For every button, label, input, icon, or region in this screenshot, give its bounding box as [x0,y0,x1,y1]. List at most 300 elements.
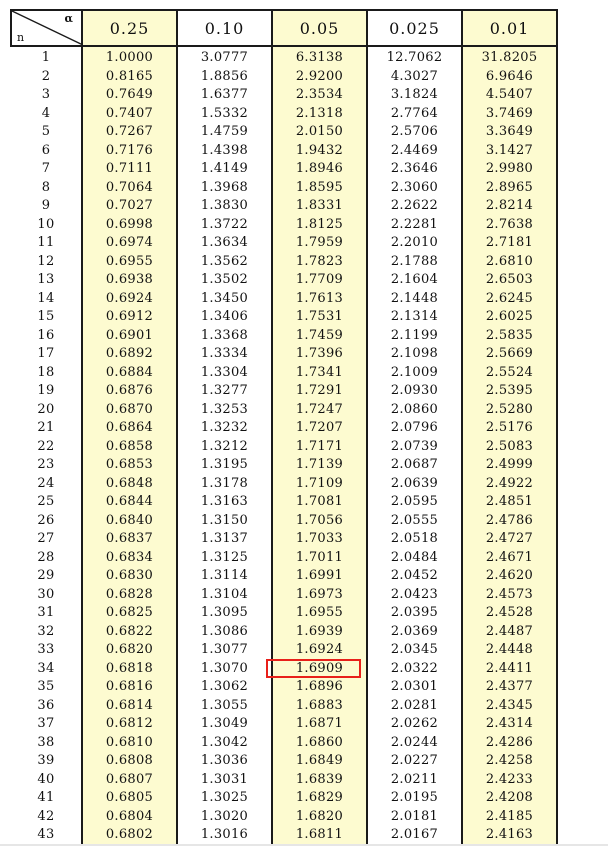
value-cell-0.025: 2.1314 [367,308,462,327]
table-row [11,660,557,679]
row-n-cell: 31 [11,604,82,623]
value-cell-0.25: 0.6955 [82,253,177,272]
value-cell-0.025: 2.0195 [367,789,462,808]
value-cell-0.25: 0.7407 [82,105,177,124]
column-header-0.05: 0.05 [272,10,367,46]
value-cell-0.05: 1.9432 [272,142,367,161]
value-cell-0.25: 0.6837 [82,530,177,549]
value-cell-0.01: 2.4786 [462,512,557,531]
row-n-cell: 12 [11,253,82,272]
value-cell-0.10: 1.3450 [177,290,272,309]
value-cell-0.10: 1.3232 [177,419,272,438]
value-cell-0.01: 2.4573 [462,586,557,605]
value-cell-0.10: 1.3070 [177,660,272,679]
table-row [11,623,557,642]
value-cell-0.01: 2.6025 [462,308,557,327]
value-cell-0.10: 1.4398 [177,142,272,161]
value-cell-0.05: 1.6991 [272,567,367,586]
table-row [11,549,557,568]
value-cell-0.05: 1.7459 [272,327,367,346]
value-cell-0.025: 2.0687 [367,456,462,475]
value-cell-0.10: 1.3150 [177,512,272,531]
value-cell-0.05: 1.7613 [272,290,367,309]
value-cell-0.01: 3.3649 [462,123,557,142]
table-row [11,604,557,623]
value-cell-0.05: 1.7207 [272,419,367,438]
value-cell-0.10: 1.3195 [177,456,272,475]
value-cell-0.10: 1.3036 [177,752,272,771]
value-cell-0.25: 0.6912 [82,308,177,327]
value-cell-0.025: 2.0262 [367,715,462,734]
value-cell-0.25: 0.6828 [82,586,177,605]
row-n-cell: 16 [11,327,82,346]
value-cell-0.01: 4.5407 [462,86,557,105]
value-cell-0.25: 0.6892 [82,345,177,364]
value-cell-0.025: 2.0244 [367,734,462,753]
row-n-cell: 23 [11,456,82,475]
value-cell-0.25: 0.6848 [82,475,177,494]
value-cell-0.01: 2.4208 [462,789,557,808]
table-row [11,382,557,401]
value-cell-0.01: 2.4233 [462,771,557,790]
table-row [11,308,557,327]
value-cell-0.25: 0.6807 [82,771,177,790]
value-cell-0.01: 2.4286 [462,734,557,753]
value-cell-0.01: 2.4922 [462,475,557,494]
value-cell-0.05: 1.7709 [272,271,367,290]
value-cell-0.25: 0.7649 [82,86,177,105]
table-row [11,401,557,420]
row-n-cell: 30 [11,586,82,605]
column-header-0.025: 0.025 [367,10,462,46]
value-cell-0.10: 1.3049 [177,715,272,734]
row-n-cell: 39 [11,752,82,771]
header-row [11,10,557,46]
value-cell-0.025: 2.0595 [367,493,462,512]
value-cell-0.05: 1.7291 [272,382,367,401]
value-cell-0.25: 0.6870 [82,401,177,420]
row-n-cell: 20 [11,401,82,420]
table-row [11,142,557,161]
value-cell-0.10: 1.3562 [177,253,272,272]
value-cell-0.05: 1.7056 [272,512,367,531]
value-cell-0.01: 31.8205 [462,46,557,68]
value-cell-0.10: 1.3334 [177,345,272,364]
value-cell-0.025: 3.1824 [367,86,462,105]
value-cell-0.01: 3.7469 [462,105,557,124]
value-cell-0.025: 2.0739 [367,438,462,457]
table-row [11,364,557,383]
row-n-cell: 38 [11,734,82,753]
value-cell-0.01: 2.4163 [462,826,557,845]
value-cell-0.01: 2.8214 [462,197,557,216]
value-cell-0.01: 2.5083 [462,438,557,457]
value-cell-0.05: 1.6973 [272,586,367,605]
value-cell-0.01: 2.4185 [462,808,557,827]
row-n-cell: 32 [11,623,82,642]
value-cell-0.025: 2.0639 [367,475,462,494]
value-cell-0.25: 0.6834 [82,549,177,568]
value-cell-0.25: 0.6901 [82,327,177,346]
value-cell-0.25: 0.6884 [82,364,177,383]
t-distribution-table [10,9,558,845]
table-row [11,530,557,549]
value-cell-0.25: 0.6876 [82,382,177,401]
row-n-cell: 14 [11,290,82,309]
value-cell-0.25: 0.6804 [82,808,177,827]
table-row [11,216,557,235]
value-cell-0.25: 0.6818 [82,660,177,679]
value-cell-0.01: 2.7638 [462,216,557,235]
row-n-cell: 24 [11,475,82,494]
value-cell-0.25: 0.6805 [82,789,177,808]
n-label: n [17,31,26,44]
value-cell-0.025: 2.1448 [367,290,462,309]
table-row [11,752,557,771]
table-row [11,253,557,272]
value-cell-0.025: 2.1604 [367,271,462,290]
value-cell-0.025: 2.0345 [367,641,462,660]
value-cell-0.05: 1.6811 [272,826,367,845]
table-row [11,586,557,605]
value-cell-0.025: 2.7764 [367,105,462,124]
value-cell-0.25: 0.7064 [82,179,177,198]
table-row [11,179,557,198]
value-cell-0.01: 2.8965 [462,179,557,198]
row-n-cell: 13 [11,271,82,290]
value-cell-0.10: 1.3163 [177,493,272,512]
value-cell-0.10: 1.3368 [177,327,272,346]
row-n-cell: 35 [11,678,82,697]
row-n-cell: 25 [11,493,82,512]
value-cell-0.025: 2.2622 [367,197,462,216]
value-cell-0.10: 1.3016 [177,826,272,845]
value-cell-0.05: 2.3534 [272,86,367,105]
table-row [11,438,557,457]
value-cell-0.01: 2.5395 [462,382,557,401]
value-cell-0.05: 2.1318 [272,105,367,124]
row-n-cell: 5 [11,123,82,142]
value-cell-0.10: 1.3114 [177,567,272,586]
value-cell-0.025: 12.7062 [367,46,462,68]
value-cell-0.01: 2.5669 [462,345,557,364]
table-row [11,419,557,438]
value-cell-0.25: 0.6812 [82,715,177,734]
value-cell-0.05: 1.6924 [272,641,367,660]
value-cell-0.01: 2.4411 [462,660,557,679]
row-n-cell: 36 [11,697,82,716]
value-cell-0.10: 1.3304 [177,364,272,383]
value-cell-0.10: 3.0777 [177,46,272,68]
value-cell-0.25: 0.6802 [82,826,177,845]
value-cell-0.05: 1.7081 [272,493,367,512]
value-cell-0.05: 1.6883 [272,697,367,716]
value-cell-0.10: 1.3830 [177,197,272,216]
value-cell-0.10: 1.6377 [177,86,272,105]
value-cell-0.25: 0.7176 [82,142,177,161]
value-cell-0.10: 1.3086 [177,623,272,642]
table-body [11,46,557,845]
value-cell-0.01: 2.4999 [462,456,557,475]
value-cell-0.025: 2.0181 [367,808,462,827]
value-cell-0.01: 2.9980 [462,160,557,179]
value-cell-0.10: 1.3634 [177,234,272,253]
table-row [11,475,557,494]
table-row [11,234,557,253]
value-cell-0.01: 2.4258 [462,752,557,771]
value-cell-0.10: 1.3502 [177,271,272,290]
table-row [11,789,557,808]
value-cell-0.05: 1.7396 [272,345,367,364]
table-row [11,271,557,290]
row-n-cell: 22 [11,438,82,457]
row-n-cell: 29 [11,567,82,586]
value-cell-0.05: 1.6896 [272,678,367,697]
value-cell-0.25: 0.6820 [82,641,177,660]
value-cell-0.025: 2.0555 [367,512,462,531]
row-n-cell: 34 [11,660,82,679]
value-cell-0.10: 1.3253 [177,401,272,420]
value-cell-0.10: 1.3722 [177,216,272,235]
value-cell-0.25: 0.6814 [82,697,177,716]
value-cell-0.01: 2.4620 [462,567,557,586]
table-row [11,46,557,68]
value-cell-0.025: 4.3027 [367,68,462,87]
table-row [11,345,557,364]
value-cell-0.05: 1.6909 [272,660,367,679]
value-cell-0.01: 2.4851 [462,493,557,512]
value-cell-0.25: 0.8165 [82,68,177,87]
row-n-cell: 42 [11,808,82,827]
value-cell-0.025: 2.3646 [367,160,462,179]
value-cell-0.25: 1.0000 [82,46,177,68]
row-n-cell: 11 [11,234,82,253]
value-cell-0.025: 2.0167 [367,826,462,845]
table-row [11,105,557,124]
table-row [11,734,557,753]
value-cell-0.25: 0.6938 [82,271,177,290]
row-n-cell: 37 [11,715,82,734]
value-cell-0.025: 2.4469 [367,142,462,161]
table-row [11,678,557,697]
table-row [11,697,557,716]
value-cell-0.01: 2.5835 [462,327,557,346]
value-cell-0.025: 2.0452 [367,567,462,586]
row-n-cell: 15 [11,308,82,327]
value-cell-0.25: 0.6998 [82,216,177,235]
value-cell-0.25: 0.6864 [82,419,177,438]
row-n-cell: 17 [11,345,82,364]
table-row [11,456,557,475]
value-cell-0.025: 2.0860 [367,401,462,420]
value-cell-0.01: 2.5524 [462,364,557,383]
table-row [11,160,557,179]
row-n-cell: 43 [11,826,82,845]
value-cell-0.05: 1.8946 [272,160,367,179]
row-n-cell: 1 [11,46,82,68]
table-row [11,68,557,87]
table-row [11,567,557,586]
row-n-cell: 6 [11,142,82,161]
alpha-label: α [64,12,74,25]
value-cell-0.01: 2.7181 [462,234,557,253]
value-cell-0.05: 1.8331 [272,197,367,216]
value-cell-0.25: 0.6840 [82,512,177,531]
value-cell-0.025: 2.2281 [367,216,462,235]
value-cell-0.025: 2.0281 [367,697,462,716]
value-cell-0.05: 1.7139 [272,456,367,475]
value-cell-0.025: 2.0518 [367,530,462,549]
value-cell-0.25: 0.6858 [82,438,177,457]
value-cell-0.01: 2.6810 [462,253,557,272]
value-cell-0.10: 1.3077 [177,641,272,660]
value-cell-0.05: 6.3138 [272,46,367,68]
value-cell-0.10: 1.3031 [177,771,272,790]
value-cell-0.025: 2.0796 [367,419,462,438]
value-cell-0.025: 2.2010 [367,234,462,253]
t-distribution-table-container [10,9,558,845]
value-cell-0.025: 2.0227 [367,752,462,771]
value-cell-0.01: 2.4377 [462,678,557,697]
value-cell-0.05: 1.6839 [272,771,367,790]
row-n-cell: 40 [11,771,82,790]
value-cell-0.25: 0.6844 [82,493,177,512]
value-cell-0.10: 1.3277 [177,382,272,401]
value-cell-0.05: 1.6849 [272,752,367,771]
table-row [11,197,557,216]
table-row [11,512,557,531]
value-cell-0.10: 1.4759 [177,123,272,142]
value-cell-0.25: 0.6808 [82,752,177,771]
value-cell-0.05: 1.6820 [272,808,367,827]
value-cell-0.25: 0.6974 [82,234,177,253]
column-header-0.25: 0.25 [82,10,177,46]
value-cell-0.10: 1.3406 [177,308,272,327]
value-cell-0.025: 2.0322 [367,660,462,679]
value-cell-0.025: 2.0301 [367,678,462,697]
table-row [11,808,557,827]
value-cell-0.025: 2.0395 [367,604,462,623]
value-cell-0.01: 6.9646 [462,68,557,87]
value-cell-0.25: 0.6924 [82,290,177,309]
value-cell-0.10: 1.3212 [177,438,272,457]
value-cell-0.025: 2.0423 [367,586,462,605]
value-cell-0.25: 0.7111 [82,160,177,179]
value-cell-0.10: 1.8856 [177,68,272,87]
value-cell-0.05: 1.7531 [272,308,367,327]
value-cell-0.05: 1.7033 [272,530,367,549]
table-row [11,123,557,142]
value-cell-0.01: 2.4345 [462,697,557,716]
value-cell-0.05: 1.8125 [272,216,367,235]
value-cell-0.10: 1.3055 [177,697,272,716]
value-cell-0.25: 0.6810 [82,734,177,753]
value-cell-0.25: 0.6830 [82,567,177,586]
value-cell-0.01: 2.4671 [462,549,557,568]
value-cell-0.25: 0.7027 [82,197,177,216]
corner-header-cell [11,10,82,46]
value-cell-0.01: 3.1427 [462,142,557,161]
value-cell-0.10: 1.3062 [177,678,272,697]
value-cell-0.05: 1.7011 [272,549,367,568]
value-cell-0.01: 2.6503 [462,271,557,290]
column-header-0.10: 0.10 [177,10,272,46]
table-row [11,86,557,105]
row-n-cell: 28 [11,549,82,568]
value-cell-0.025: 2.0211 [367,771,462,790]
value-cell-0.10: 1.3025 [177,789,272,808]
value-cell-0.025: 2.1009 [367,364,462,383]
table-row [11,327,557,346]
value-cell-0.10: 1.3968 [177,179,272,198]
value-cell-0.025: 2.1788 [367,253,462,272]
value-cell-0.05: 1.6829 [272,789,367,808]
table-row [11,715,557,734]
table-row [11,771,557,790]
row-n-cell: 3 [11,86,82,105]
row-n-cell: 27 [11,530,82,549]
value-cell-0.05: 1.7823 [272,253,367,272]
value-cell-0.05: 1.7341 [272,364,367,383]
value-cell-0.10: 1.3042 [177,734,272,753]
value-cell-0.25: 0.6853 [82,456,177,475]
value-cell-0.01: 2.4448 [462,641,557,660]
row-n-cell: 10 [11,216,82,235]
row-n-cell: 18 [11,364,82,383]
value-cell-0.025: 2.1199 [367,327,462,346]
value-cell-0.10: 1.4149 [177,160,272,179]
value-cell-0.05: 1.6871 [272,715,367,734]
value-cell-0.01: 2.4314 [462,715,557,734]
table-row [11,290,557,309]
value-cell-0.25: 0.6822 [82,623,177,642]
value-cell-0.05: 1.7247 [272,401,367,420]
table-row [11,641,557,660]
row-n-cell: 33 [11,641,82,660]
value-cell-0.01: 2.4727 [462,530,557,549]
value-cell-0.025: 2.3060 [367,179,462,198]
row-n-cell: 2 [11,68,82,87]
row-n-cell: 19 [11,382,82,401]
column-header-0.01: 0.01 [462,10,557,46]
value-cell-0.025: 2.5706 [367,123,462,142]
value-cell-0.025: 2.0369 [367,623,462,642]
value-cell-0.05: 2.9200 [272,68,367,87]
value-cell-0.10: 1.3095 [177,604,272,623]
value-cell-0.05: 1.7959 [272,234,367,253]
value-cell-0.05: 1.6955 [272,604,367,623]
row-n-cell: 9 [11,197,82,216]
row-n-cell: 7 [11,160,82,179]
value-cell-0.025: 2.1098 [367,345,462,364]
value-cell-0.01: 2.6245 [462,290,557,309]
value-cell-0.025: 2.0484 [367,549,462,568]
value-cell-0.25: 0.6825 [82,604,177,623]
row-n-cell: 26 [11,512,82,531]
value-cell-0.10: 1.3104 [177,586,272,605]
value-cell-0.10: 1.5332 [177,105,272,124]
value-cell-0.05: 1.6860 [272,734,367,753]
value-cell-0.01: 2.5280 [462,401,557,420]
table-row [11,826,557,845]
value-cell-0.01: 2.4528 [462,604,557,623]
value-cell-0.25: 0.6816 [82,678,177,697]
value-cell-0.10: 1.3178 [177,475,272,494]
value-cell-0.25: 0.7267 [82,123,177,142]
value-cell-0.05: 1.6939 [272,623,367,642]
value-cell-0.05: 1.7171 [272,438,367,457]
value-cell-0.01: 2.4487 [462,623,557,642]
